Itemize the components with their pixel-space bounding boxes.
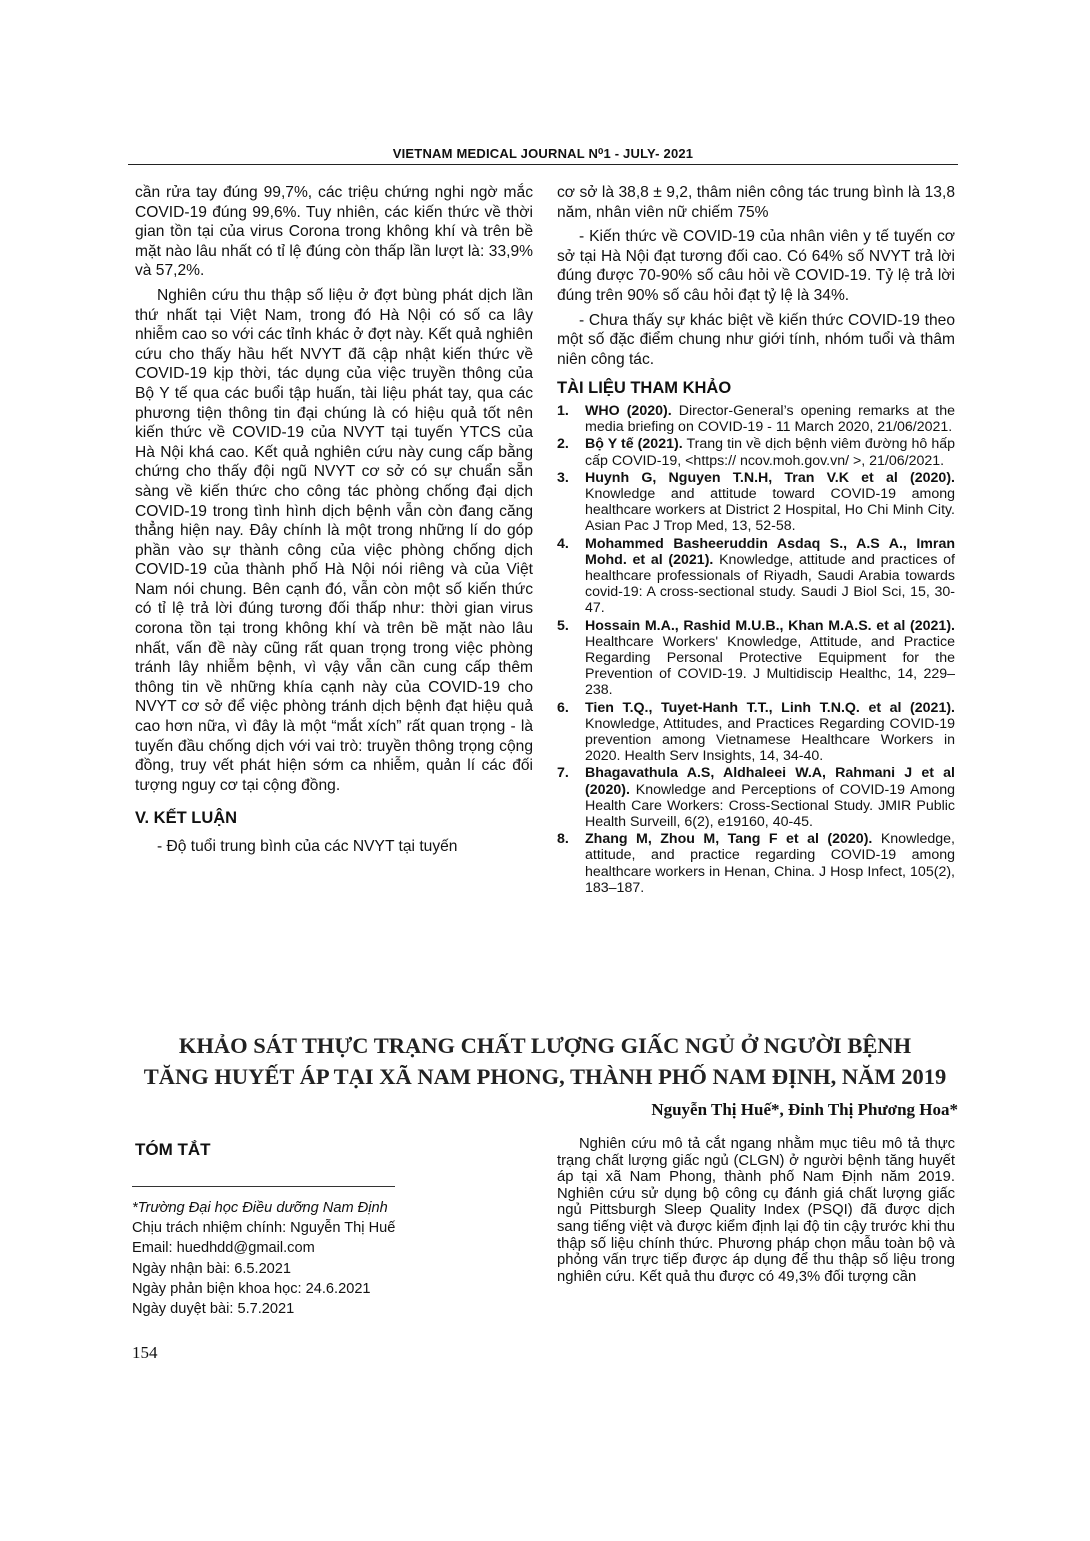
abstract	[557, 1136, 955, 1285]
conclusion-start: - Độ tuổi trung bình của các NVYT tại tuyến	[157, 838, 458, 855]
article-title	[60, 1030, 1030, 1092]
reference-text: Knowledge, attitude and practices of healthcare professionals of Riyadh, Saudi Arabia towards covid-19: A cross-sectional study. Saudi J Biol Sci, 15, 30-47.	[585, 551, 955, 617]
header-rule	[128, 164, 958, 165]
abstract-text: Nghiên cứu mô tả cắt ngang nhằm mục tiêu mô tả thực trạng chất lượng giấc ngủ (CLGN) ở người bệnh tăng huyết áp tại xã Nam Phong, thành phố Nam Định năm 2019. Nghiên cứu sử dụng bộ công cụ đánh giá chất lượng giấc ngủ Pittsburgh Sleep Quality Index (PSQI) đã được dịch sang tiếng việt và được kiểm định lại độ tin cậy trước khi thu thập số liệu chính thức. Phương pháp chọn mẫu toàn bộ và phỏng vấn trực tiếp được áp dụng để thu thập số liệu trong nghiên cứu. Kết quả thu được có 49,3% đối tượng cần	[557, 1136, 955, 1285]
reference-text: Director-General’s opening remarks at the media briefing on COVID-19 - 11 March 2020, 21/06/2021.	[585, 402, 955, 436]
conclusion-heading: V. KẾT LUẬN	[135, 809, 238, 828]
footnote-approved: Ngày duyệt bài: 5.7.2021	[132, 1301, 295, 1318]
reference-number: 5.	[557, 617, 569, 634]
footnote-rule	[132, 1186, 395, 1187]
references-heading: TÀI LIỆU THAM KHẢO	[557, 379, 732, 398]
footnote-received: Ngày nhận bài: 6.5.2021	[132, 1260, 292, 1277]
reference-item	[557, 470, 955, 535]
reference-authors: Bộ Y tế (2021).	[585, 436, 683, 453]
reference-number: 7.	[557, 765, 569, 782]
reference-number: 6.	[557, 699, 569, 716]
right-column	[557, 183, 955, 897]
reference-item	[557, 436, 955, 468]
reference-item	[557, 403, 955, 435]
footnote-email: Email: huedhdd@gmail.com	[132, 1240, 315, 1257]
reference-text: Knowledge, Attitudes, and Practices Regarding COVID-19 prevention among Vietnamese Healthcare Workers in 2020. Health Serv Insights, 14, 34-40.	[585, 715, 955, 765]
reference-number: 3.	[557, 469, 569, 486]
left-column	[135, 183, 533, 862]
reference-item	[557, 700, 955, 765]
reference-item	[557, 536, 955, 617]
reference-item	[557, 765, 955, 830]
reference-item	[557, 618, 955, 699]
reference-authors: WHO (2020).	[585, 402, 672, 419]
reference-number: 2.	[557, 436, 569, 453]
footnote-reviewed: Ngày phản biện khoa học: 24.6.2021	[132, 1280, 371, 1297]
reference-text: Knowledge and attitude toward COVID-19 among healthcare workers at District 2 Hospital, Ho Chi Minh City. Asian Pac J Trop Med, 13, 52-58.	[585, 485, 955, 535]
reference-authors: Zhang M, Zhou M, Tang F et al (2020).	[585, 831, 873, 848]
right-paragraph-2: - Kiến thức về COVID-19 của nhân viên y tế tuyến cơ sở tại Hà Nội đạt tương đối cao. Có 64% số NVYT trả lời đúng được 70-90% số câu hỏi về COVID-19. Tỷ lệ trả lời đúng trên 90% số câu hỏi đạt tỷ lệ là 34%.	[557, 228, 955, 304]
reference-authors: Tien T.Q., Tuyet-Hanh T.T., Linh T.N.Q. et al (2021).	[585, 699, 955, 716]
reference-number: 8.	[557, 831, 569, 848]
right-paragraph-3: - Chưa thấy sự khác biệt về kiến thức COVID-19 theo một số đặc điểm chung như giới tính, nhóm tuổi và thâm niên công tác.	[557, 311, 955, 368]
footnote-responsible: Chịu trách nhiệm chính: Nguyễn Thị Huế	[132, 1220, 396, 1237]
reference-text: Knowledge, attitude, and practice regarding COVID-19 among healthcare workers in Henan, China. J Hosp Infect, 105(2), 183–187.	[585, 831, 955, 896]
journal-header: VIETNAM MEDICAL JOURNAL N⁰1 - JULY- 2021	[392, 146, 694, 161]
footnotes	[132, 1198, 532, 1319]
reference-authors: Mohammed Basheeruddin Asdaq S., A.S A., Imran Mohd. et al (2021).	[585, 535, 955, 568]
left-paragraph-2: Nghiên cứu thu thập số liệu ở đợt bùng phát dịch lần thứ nhất tại Việt Nam, trong đó Hà Nội có số ca lây nhiễm cao so với các tỉnh khác ở đợt này. Kết quả nghiên cứu cho thấy hầu hết NVYT đã cập nhật kiến thức về COVID-19 kịp thời, tác dụng của việc truyền thông của Bộ Y tế qua các buổi tập huấn, tài liệu phát tay, qua các phương tiện thông tin đại chúng là có hiệu quả tốt nên kiến thức về COVID-19 của NVYT tại tuyến YTCS của Hà Nội khá cao. Kết quả nghiên cứu này cung cấp bằng chứng cho thấy đội ngũ NVYT cơ sở có sự chuẩn sẵn sàng về kiến thức cho công tác phòng chống đại dịch COVID-19 trong tình hình dịch bệnh vẫn còn đang căng thẳng hiện nay. Đây chính là một trong những lí do góp phần vào sự thành công của việc phòng chống dịch COVID-19 của thành phố Hà Nội nói riêng và của Việt Nam nói chung. Bên cạnh đó, vẫn còn một số kiến thức có tỉ lệ trả lời đúng tương đối thấp như: thời gian virus corona tồn tại trong không khí và trên bề mặt nào lâu nhất, vấn đề này cũng rất quan trọng trong việc phòng tránh lây nhiễm bệnh, vì vậy vẫn cần cung cấp thêm thông tin về những khía cạnh này của COVID-19 cho NVYT cơ sở để việc phòng tránh dịch bệnh đạt hiệu quả cao hơn nữa, vì đây là một “mắt xích” rất quan trọng - là tuyến đầu chống dịch với vai trò: truyền thông trọng cộng đồng, truy vết phát hiện sớm ca nhiễm, quản lí các đối tượng nguy cơ tại cộng đồng.	[135, 286, 533, 794]
reference-number: 1.	[557, 402, 569, 419]
references-list	[557, 403, 955, 896]
reference-text: Trang tin về dịch bệnh viêm đường hô hấp cấp COVID-19, <https:// ncov.moh.gov.vn/ >, 21/06/2021.	[585, 436, 955, 469]
reference-item	[557, 831, 955, 896]
left-paragraph-1: cần rửa tay đúng 99,7%, các triệu chứng nghi ngờ mắc COVID-19 đúng 99,6%. Tuy nhiên, các kiến thức về thời gian tồn tại của virus Corona trong không khí và trên bề mặt nào lâu nhất có tỉ lệ đúng còn thấp lần lượt là: 33,9% và 57,2%.	[135, 184, 533, 280]
reference-text: Healthcare Workers' Knowledge, Attitude, and Practice Regarding Personal Protective Equipment for the Prevention of COVID-19. J Multidiscip Healthc, 14, 229–238.	[585, 633, 955, 699]
reference-number: 4.	[557, 535, 569, 552]
reference-authors: Huynh G, Nguyen T.N.H, Tran V.K et al (2020).	[585, 469, 955, 486]
article-title-line-2: TĂNG HUYẾT ÁP TẠI XÃ NAM PHONG, THÀNH PHỐ NAM ĐỊNH, NĂM 2019	[143, 1064, 947, 1089]
right-paragraph-1: cơ sở là 38,8 ± 9,2, thâm niên công tác trung bình là 13,8 năm, nhân viên nữ chiếm 75%	[557, 184, 955, 221]
reference-text: Knowledge and Perceptions of COVID-19 Among Health Care Workers: Cross-Sectional Study. JMIR Public Health Surveill, 6(2), e19160, 40-45.	[585, 781, 955, 831]
reference-authors: Bhagavathula A.S, Aldhaleei W.A, Rahmani J et al (2020).	[585, 765, 955, 798]
footnote-affiliation: *Trường Đại học Điều dưỡng Nam Định	[132, 1200, 388, 1216]
article-title-line-1: KHẢO SÁT THỰC TRẠNG CHẤT LƯỢNG GIẤC NGỦ Ở NGƯỜI BỆNH	[178, 1033, 912, 1058]
reference-authors: Hossain M.A., Rashid M.U.B., Khan M.A.S. et al (2021).	[585, 617, 955, 634]
article-authors: Nguyễn Thị Huế*, Đinh Thị Phương Hoa*	[651, 1100, 958, 1119]
summary-heading: TÓM TẮT	[135, 1140, 211, 1159]
page-number: 154	[132, 1343, 158, 1362]
